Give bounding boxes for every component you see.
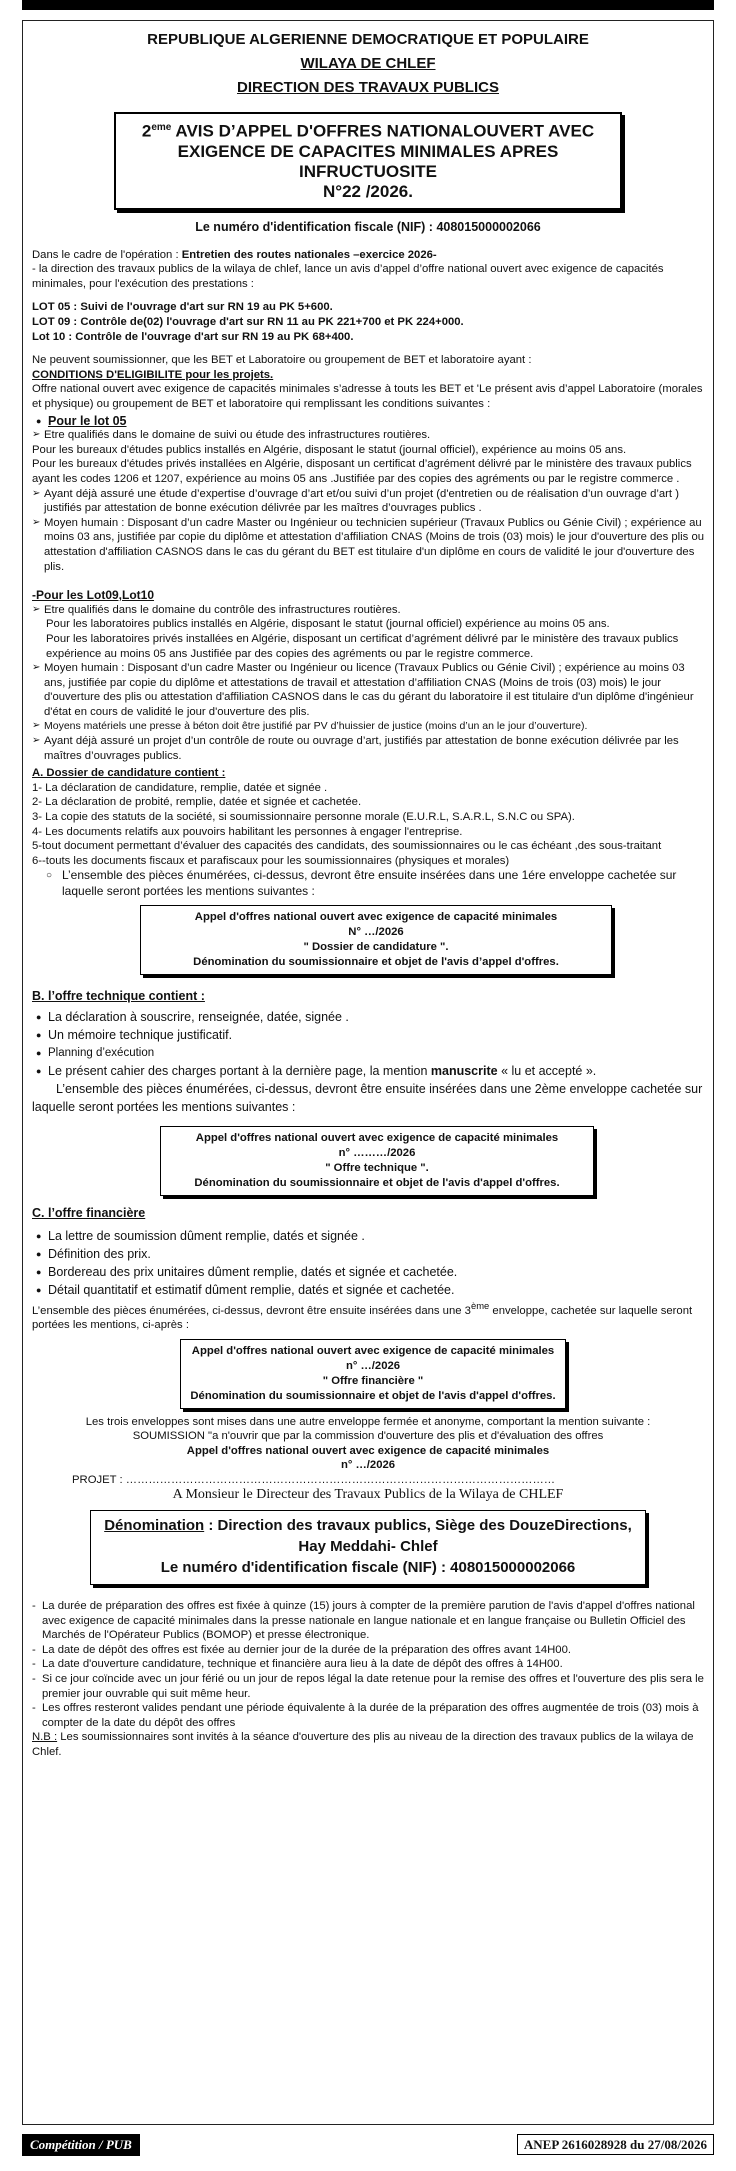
intro-text: - la direction des travaux publics de la wilaya de chlef, lance un avis d’appel d’offre national ouvert avec exigence de capacités minimales, pour l'exécution des prestations : [32, 263, 664, 290]
lot05-condition: Pour les bureaux d'études privés installées en Algérie, disposant un certificat d’agrément délivré par le ministère des travaux publics ayant les codes 1206 et 1207, expérience au moins 05 ans .Justifiée par des copies des agréments ou par le registre commerce . [32, 458, 692, 485]
nif-line [30, 220, 706, 234]
technique-item-text: Le présent cahier des charges portant à la dernière page, la mention [48, 1064, 431, 1078]
denomination-label: Dénomination [104, 1517, 205, 1535]
dossier-item: 5-tout document permettant d’évaluer des capacités des candidats, des soumissionnaires ou le cas échéant ,des sous-traitant [32, 840, 662, 853]
title-line1: AVIS D’APPEL D'OFFRES NATIONALOUVERT AVEC [171, 121, 595, 141]
lot-text: Contrôle de(02) l'ouvrage d'art sur RN 11 au PK 221+700 et PK 224+000. [77, 316, 464, 329]
financiere-note-sup: ème [470, 1299, 490, 1311]
envelope-1-box [140, 905, 612, 975]
lot-label: LOT 05 : [32, 301, 78, 314]
dossier-item: 1- La déclaration de candidature, remplie, datée et signée . [32, 781, 328, 794]
header-republic: REPUBLIQUE ALGERIENNE DEMOCRATIQUE ET POPULAIRE [147, 31, 589, 48]
technique-item-manuscrite: manuscrite [430, 1064, 498, 1078]
lot05-condition: ➢ Etre qualifiés dans le domaine de suivi ou étude des infrastructures routières. [32, 428, 704, 443]
announcement-body [30, 248, 706, 1760]
denomination-text: : Direction des travaux publics, Siège des DouzeDirections, [204, 1517, 632, 1535]
technique-item: ● La déclaration à souscrire, renseignée, datée, signée . [32, 1008, 704, 1026]
dossier-item: 4- Les documents relatifs aux pouvoirs habilitant les personnes à engager l'entreprise. [32, 825, 463, 838]
lot-10 [32, 330, 704, 345]
intro-operation [32, 248, 704, 263]
title-box [114, 112, 622, 210]
header-wilaya: WILAYA DE CHLEF [300, 55, 436, 72]
denomination-line: Le numéro d'identification fiscale (NIF) : 408015000002066 [160, 1559, 576, 1577]
title-sup: eme [151, 122, 172, 133]
lot0910-condition: ➢ Moyens matériels une presse à béton doit être justifié par PV d’huissier de justice (moins d’un an le jour d’ouverture). [32, 719, 704, 734]
envelope-line: N° …/2026 [348, 926, 404, 939]
title-line2: EXIGENCE DE CAPACITES MINIMALES APRES INFRUCTUOSITE [177, 141, 559, 181]
lot05-heading: ● Pour le lot 05 [32, 414, 704, 429]
nif-value: 408015000002066 [436, 219, 541, 234]
outer-envelope-line: Les trois enveloppes sont mises dans une autre enveloppe fermée et anonyme, comportant la mention suivante : [85, 1415, 651, 1428]
financiere-note [32, 1299, 704, 1333]
dossier-note: ○ L’ensemble des pièces énumérées, ci-dessus, devront être ensuite insérées dans une 1ére enveloppe cachetée sur laquelle seront portées les mentions suivantes : [32, 868, 704, 899]
nb-text: Les soumissionnaires sont invités à la séance d'ouverture des plis au niveau de la direction des travaux publics de la wilaya de Chlef. [32, 1731, 694, 1759]
announcement-content [30, 28, 706, 1760]
envelope-line: n° ………/2026 [338, 1147, 416, 1159]
financiere-item: ● Détail quantitatif et estimatif dûment remplie, datés et signée et cachetée. [32, 1281, 704, 1299]
header [30, 28, 706, 100]
envelope-line: Appel d'offres national ouvert avec exigence de capacité minimales [195, 1132, 559, 1144]
financiere-note-text: L’ensemble des pièces énumérées, ci-dessus, devront être ensuite insérées dans une 3 [32, 1304, 471, 1317]
outer-envelope-line: SOUMISSION "a n'ouvrir que par la commission d'ouverture des plis et d'évaluation des offres [132, 1430, 604, 1443]
denomination-box [90, 1510, 646, 1585]
closing-item: - La durée de préparation des offres est fixée à quinze (15) jours à compter de la première parution de l'avis d'appel d'offres national avec exigence de capacité minimales dans la presse nationale en langue nationale et en langue française ou Bulletin Officiel des Marchés de l'Opérateur Publics (BOMOP) et presse électronique. [32, 1599, 704, 1643]
lot05-condition: ➢ Moyen humain : Disposant d’un cadre Master ou Ingénieur ou technicien supérieur (Travaux Publics ou Génie Civil) ; expérience au moins 03 ans, justifiée par copie du diplôme et attestation d’affiliation CNAS (Moins de trois (03) mois) le jour d'ouverture des plis ou attestation d'affiliation CASNOS dans le cas du gérant du BET est titulaire d'un diplôme en cours de validité le jour d'ouverture des plis. [32, 516, 704, 574]
lot05-condition: ➢ Ayant déjà assuré une étude d’expertise d’ouvrage d’art et/ou suivi d’un projet (d'entretien ou de réalisation d’un ouvrage d’art ) justifiés par attestation de bonne exécution délivrée par les maîtres d’ouvrages publics . [32, 487, 704, 516]
lot0910-condition: ➢ Moyen humain : Disposant d’un cadre Master ou Ingénieur ou licence (Travaux Publics ou Génie Civil) ; expérience au moins 03 ans, justifiée par copie du diplôme et attestations de travail et attestation d’affiliation CNAS (Moins de trois (03) mois) le jour d'ouverture des plis ou attestation d'affiliation CASNOS dans le cas du gérant du laboratoire il est titulaire d'un diplôme d'ingénieur d'état en cours de validité le jour d'ouverture des plis. [32, 661, 704, 719]
nif-label: Le numéro d'identification fiscale (NIF) : [195, 219, 433, 234]
envelope-line: Dénomination du soumissionnaire et objet de l'avis d’appel d'offres. [193, 956, 559, 969]
envelope-line: n° …/2026 [345, 1359, 401, 1372]
envelope-line: Dénomination du soumissionnaire et objet de l'avis d'appel d'offres. [190, 1389, 556, 1402]
dossier-item: 3- La copie des statuts de la société, si soumissionnaire personne morale (E.U.R.L, S.A.R.L, S.N.C ou SPA). [32, 811, 575, 824]
eligibility-intro: Ne peuvent soumissionner, que les BET et Laboratoire ou groupement de BET et laboratoire ayant : [32, 354, 532, 367]
closing-item: - La date de dépôt des offres est fixée au dernier jour de la durée de la préparation des offres avant 14H00. [32, 1643, 704, 1658]
lot0910-condition: ➢ Etre qualifiés dans le domaine du contrôle des infrastructures routières. [32, 603, 704, 618]
closing-item: - La date d'ouverture candidature, technique et financière aura lieu à la date de dépôt des offres à 14H00. [32, 1657, 704, 1672]
envelope-line: Appel d'offres national ouvert avec exigence de capacité minimales [191, 1344, 555, 1357]
dossier-item: 6--touts les documents fiscaux et parafiscaux pour les soumissionnaires (physiques et morales) [32, 854, 510, 867]
top-bar [22, 0, 714, 10]
footer [22, 2134, 714, 2156]
lot-09 [32, 315, 704, 330]
lot0910-condition: Pour les laboratoires privés installées en Algérie, disposant un certificat d’agrément délivré par le ministère des travaux publics expérience au moins 05 ans Justifiée par des copies des agréments ou par le registre commerce. [46, 632, 679, 660]
lot-text: Suivi de l'ouvrage d'art sur RN 19 au PK 5+600. [77, 301, 333, 314]
footer-anep-reference: ANEP 2616028928 du 27/08/2026 [517, 2134, 714, 2155]
technique-item [32, 1062, 704, 1080]
nb-note [32, 1730, 704, 1759]
lot-05 [32, 300, 704, 315]
envelope-line: Appel d'offres national ouvert avec exigence de capacité minimales [194, 911, 558, 924]
financiere-item: ● La lettre de soumission dûment remplie, datés et signée . [32, 1227, 704, 1245]
nb-label: N.B : [32, 1731, 58, 1744]
outer-envelope-line: n° …/2026 [340, 1459, 396, 1472]
lot-label: LOT 09 : [32, 316, 78, 329]
technique-heading: B. l’offre technique contient : [32, 989, 205, 1004]
intro-operation-title: Entretien des routes nationales –exercice 2026- [178, 248, 437, 261]
outer-envelope [32, 1415, 704, 1473]
financiere-note-text: enveloppe, cachetée sur laquelle seront portées les mentions, ci-après : [32, 1304, 693, 1331]
technique-item: ● Un mémoire technique justificatif. [32, 1026, 704, 1044]
lot-label: Lot 10 : [32, 330, 73, 343]
financiere-heading: C. l’offre financière [32, 1206, 146, 1220]
technique-item: ● Planning d’exécution [32, 1044, 704, 1062]
outer-envelope-line: Appel d'offres national ouvert avec exigence de capacité minimales [186, 1444, 550, 1457]
footer-competition-badge: Compétition / PUB [22, 2134, 140, 2156]
technique-item-text: « lu et accepté ». [497, 1064, 597, 1078]
financiere-item: ● Bordereau des prix unitaires dûment remplie, datés et signée et cachetée. [32, 1263, 704, 1281]
lot0910-condition: Pour les laboratoires publics installés en Algérie, disposant le statut (journal officiel) expérience au moins 05 ans. [46, 618, 610, 631]
lot0910-condition: ➢ Ayant déjà assuré un projet d’un contrôle de route ou ouvrage d’art, justifiés par attestation de bonne exécution délivrée par les maîtres d’ouvrages publics. [32, 734, 704, 763]
technique-note: L’ensemble des pièces énumérées, ci-dessus, devront être ensuite insérées dans une 2ème enveloppe cachetée sur laquelle seront portées les mentions suivantes : [32, 1082, 703, 1114]
projet-line: PROJET : …………………………………………………………………………………………………… [72, 1473, 556, 1486]
closing-item: - Si ce jour coïncide avec un jour férié ou un jour de repos légal la date retenue pour la remise des offres et l'ouverture des plis sera le premier jour ouvrable qui suit même heur. [32, 1672, 704, 1701]
envelope-line: Dénomination du soumissionnaire et objet de l'avis d'appel d'offres. [194, 1177, 560, 1189]
eligibility-text: Offre national ouvert avec exigence de capacités minimales s’adresse à touts les BET et 'Le présent avis d’appel Laboratoire (morales et physique) ou groupement de BET et laboratoire qui remplissant les conditions suivantes : [32, 383, 703, 410]
lot05-condition: Pour les bureaux d'études publics installés en Algérie, disposant le statut (journal officiel), expérience au moins 05 ans. [32, 443, 627, 456]
lot-text: Contrôle de l'ouvrage d'art sur RN 19 au PK 68+400. [72, 330, 354, 343]
envelope-line: " Offre technique ". [325, 1162, 429, 1174]
title-line3: N°22 /2026. [323, 181, 413, 201]
eligibility-heading: CONDITIONS D'ELIGIBILITE pour les projets. [32, 368, 274, 381]
title-num: 2 [141, 121, 152, 141]
envelope-line: " Offre financière " [322, 1374, 424, 1387]
closing-item: - Les offres resteront valides pendant une période équivalente à la durée de la préparation des offres augmentée de trois (03) mois à compter de la date du dépôt des offres [32, 1701, 704, 1730]
header-direction: DIRECTION DES TRAVAUX PUBLICS [237, 79, 499, 96]
denomination-line: Hay Meddahi- Chlef [298, 1538, 438, 1556]
address-line: A Monsieur le Directeur des Travaux Publics de la Wilaya de CHLEF [172, 1486, 564, 1502]
envelope-line: " Dossier de candidature ". [303, 941, 449, 954]
dossier-item: 2- La déclaration de probité, remplie, datée et signée et cachetée. [32, 796, 362, 809]
financiere-item: ● Définition des prix. [32, 1245, 704, 1263]
envelope-2-box [160, 1126, 594, 1196]
dossier-heading: A. Dossier de candidature contient : [32, 767, 226, 780]
intro-operation-label: Dans le cadre de l'opération : [32, 248, 179, 261]
lot0910-heading: -Pour les Lot09,Lot10 [32, 588, 155, 603]
envelope-3-box [180, 1339, 566, 1409]
